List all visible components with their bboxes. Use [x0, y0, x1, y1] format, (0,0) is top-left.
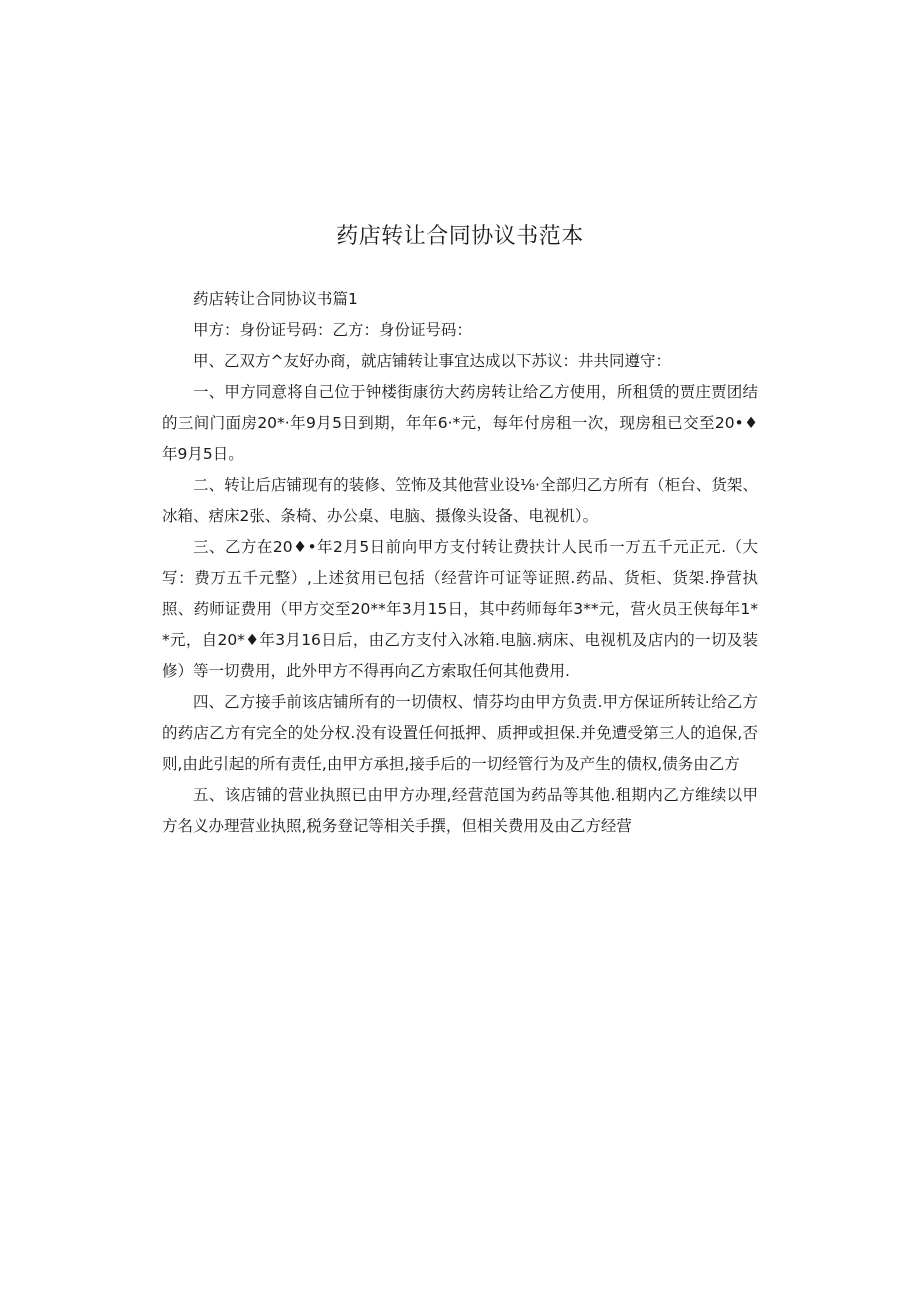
clause-1: 一、甲方同意将自己位于钟楼街康彷大药房转让给乙方使用，所租赁的贾庄贾团结的三间门面房20*·年9月5日到期，年年6·*元，每年付房租一次，现房租已交至20•♦年9月5日。 [162, 383, 758, 463]
clause-2: 二、转让后店铺现有的装修、笠怖及其他营业设⅛·全部归乙方所有（柜台、货架、冰箱、痞床2张、条椅、办公桌、电脑、摄像头设备、电视机）。 [162, 476, 758, 525]
preamble-paragraph: 甲、乙双方^友好办商，就店铺转让事宜达成以下苏议：井共同遵守： [193, 352, 671, 370]
clause-3: 三、乙方在20♦•年2月5日前向甲方支付转让费扶计人民币一万五千元正元.（大写：费万五千元整）,上述贫用已包括（经营许可证等证照.药品、货柜、货架.挣营执照、药师证费用（甲方交至20**年3月15日，其中药师每年3**元，营火员王侠每年1**元，自20*♦年3月16日后，由乙方支付入冰箱.电脑.病床、电视机及店内的一切及装修）等一切费用，此外甲方不得再向乙方索取任何其他费用. [162, 538, 758, 680]
document-body [162, 284, 758, 842]
section-heading: 药店转让合同协议书篇1 [193, 290, 358, 308]
document-title: 药店转让合同协议书范本 [336, 224, 584, 249]
clause-4: 四、乙方接手前该店铺所有的一切债权、情芬均由甲方负责.甲方保证所转让给乙方的药店乙方有完全的处分权.没有设置任何抵押、质押或担保.并免遭受第三人的追保,否则,由此引起的所有责任,由甲方承担,接手后的一切经管行为及产生的债权,债务由乙方 [162, 693, 758, 773]
clause-5: 五、该店铺的营业执照已由甲方办理,经营范国为药品等其他.租期内乙方维续以甲方名义办理营业执照,税务登记等相关手撰，但相关费用及由乙方经营 [162, 786, 758, 835]
party-identification: 甲方：身份证号码：乙方：身份证号码： [193, 321, 473, 339]
